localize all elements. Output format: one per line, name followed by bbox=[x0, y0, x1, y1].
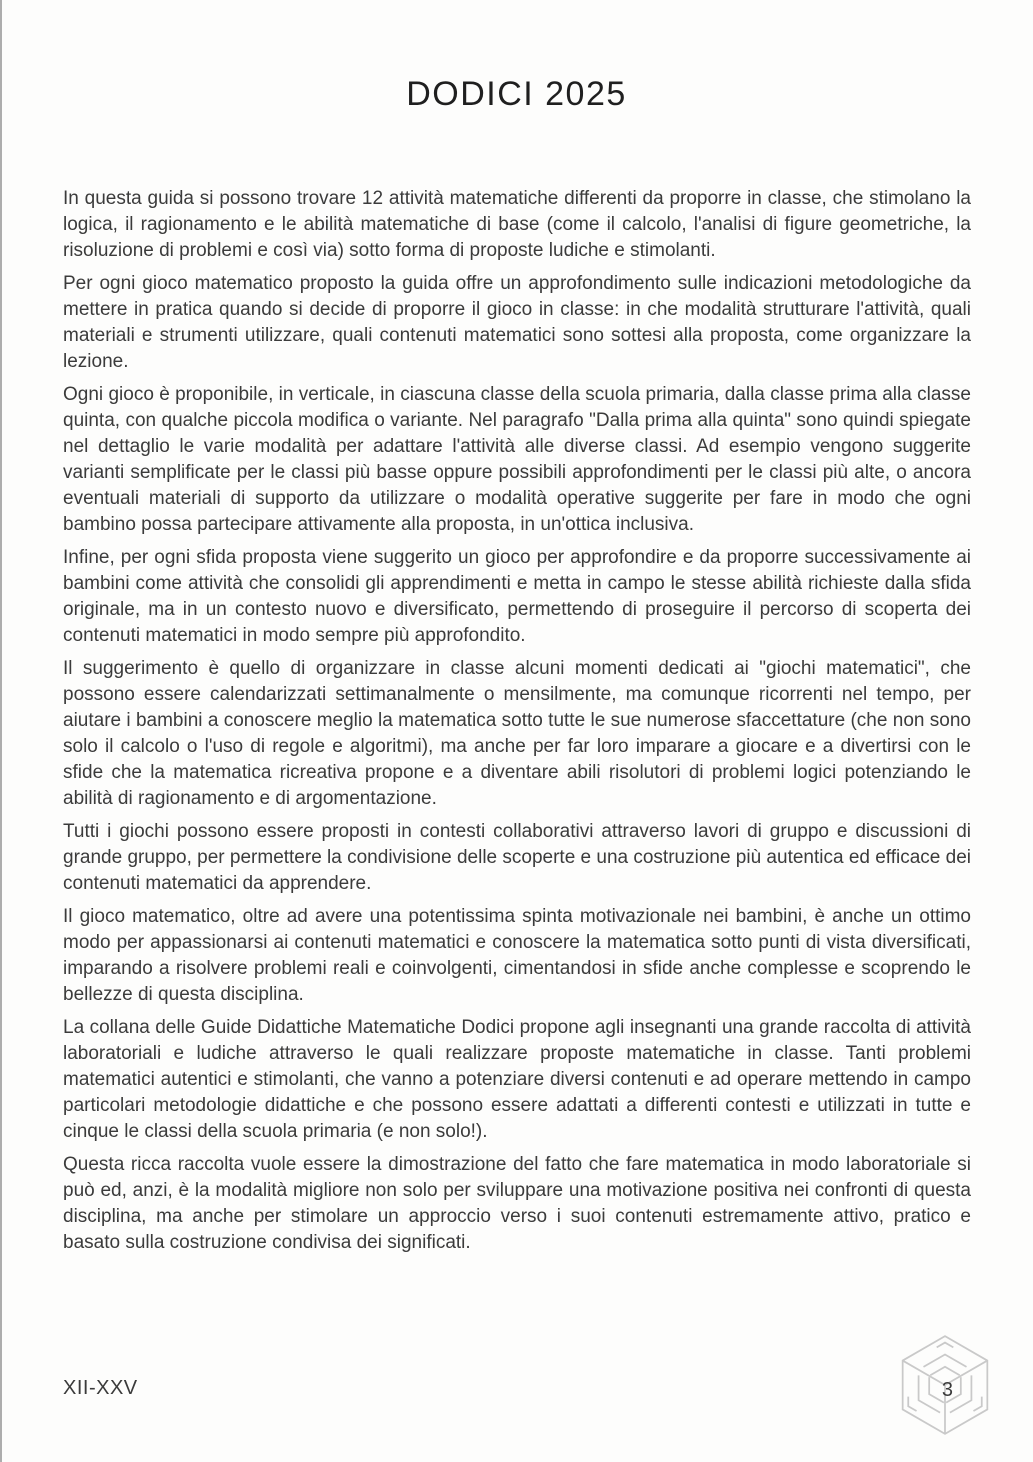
paragraph: Per ogni gioco matematico proposto la guida offre un approfondimento sulle indicazioni metodologiche da mettere in pratica quando si decide di proporre il gioco in classe: in che modalità strutturare l'attività, quali materiali e strumenti utilizzare, quali contenuti matematici sono sottesi alla proposta, come organizzare la lezione. bbox=[63, 273, 971, 372]
paragraph: Ogni gioco è proponibile, in verticale, in ciascuna classe della scuola primaria, dalla classe prima alla classe quinta, con qualche piccola modifica o variante. Nel paragrafo "Dalla prima alla quinta" sono quindi spiegate nel dettaglio le varie modalità per adattare l'attività alle diverse classi. Ad esempio vengono suggerite varianti semplificate per le classi più basse oppure possibili approfondimenti per le classi più alte, o ancora eventuali materiali di supporto da utilizzare o modalità operative suggerite per fare in modo che ogni bambino possa partecipare attivamente alla proposta, in un'ottica inclusiva. bbox=[63, 384, 971, 535]
paragraph: La collana delle Guide Didattiche Matematiche Dodici propone agli insegnanti una grande raccolta di attività laboratoriali e ludiche attraverso le quali realizzare proposte matematiche in classe. Tanti problemi matematici autentici e stimolanti, che vanno a potenziare diversi contenuti e ad operare mettendo in campo particolari metodologie didattiche e che possono essere adattati a differenti contesti e utilizzati in tutte e cinque le classi della scuola primaria (e non solo!). bbox=[63, 1017, 971, 1142]
paragraph: Il suggerimento è quello di organizzare in classe alcuni momenti dedicati ai "giochi matematici", che possono essere calendarizzati settimanalmente o mensilmente, ma comunque ricorrenti nel tempo, per aiutare i bambini a conoscere meglio la matematica sotto tutte le sue numerose sfaccettature (che non sono solo il calcolo o l'uso di regole e algoritmi), ma anche per far loro imparare a giocare e a divertirsi con le sfide che la matematica ricreativa propone e a diventare abili risolutori di problemi logici potenziando le abilità di ragionamento e di argomentazione. bbox=[63, 658, 971, 809]
paragraph: Questa ricca raccolta vuole essere la dimostrazione del fatto che fare matematica in modo laboratoriale si può ed, anzi, è la modalità migliore non solo per sviluppare una motivazione positiva nei confronti di questa disciplina, ma anche per stimolare un approccio verso i suoi contenuti estremamente attivo, pratico e basato sulla costruzione condivisa dei significati. bbox=[63, 1154, 971, 1253]
paragraph: Il gioco matematico, oltre ad avere una potentissima spinta motivazionale nei bambini, è anche un ottimo modo per appassionarsi ai contenuti matematici e conoscere la matematica sotto punti di vista diversificati, imparando a risolvere problemi reali e coinvolgenti, cimentandosi in sfide anche complesse e scoprendo le bellezze di questa disciplina. bbox=[63, 906, 971, 1005]
scan-edge-line bbox=[0, 0, 2, 1462]
section-range-label: XII-XXV bbox=[63, 1377, 138, 1399]
page-title: DODICI 2025 bbox=[406, 74, 627, 113]
page-number: 3 bbox=[941, 1379, 953, 1401]
paragraph: Infine, per ogni sfida proposta viene suggerito un gioco per approfondire e da proporre successivamente ai bambini come attività che consolidi gli apprendimenti e metta in campo le stesse abilità richieste dalla sfida originale, ma in un contesto nuovo e diversificato, permettendo di proseguire il percorso di scoperta dei contenuti matematici in modo sempre più approfondito. bbox=[63, 547, 971, 646]
paragraph: In questa guida si possono trovare 12 attività matematiche differenti da proporre in classe, che stimolano la logica, il ragionamento e le abilità matematiche di base (come il calcolo, l'analisi di figure geometriche, la risoluzione di problemi e così via) sotto forma di proposte ludiche e stimolanti. bbox=[63, 188, 971, 261]
paragraph: Tutti i giochi possono essere proposti in contesti collaborativi attraverso lavori di gruppo e discussioni di grande gruppo, per permettere la condivisione delle scoperte e una costruzione più autentica ed efficace dei contenuti matematici da apprendere. bbox=[63, 821, 972, 894]
body-text bbox=[63, 186, 971, 1263]
